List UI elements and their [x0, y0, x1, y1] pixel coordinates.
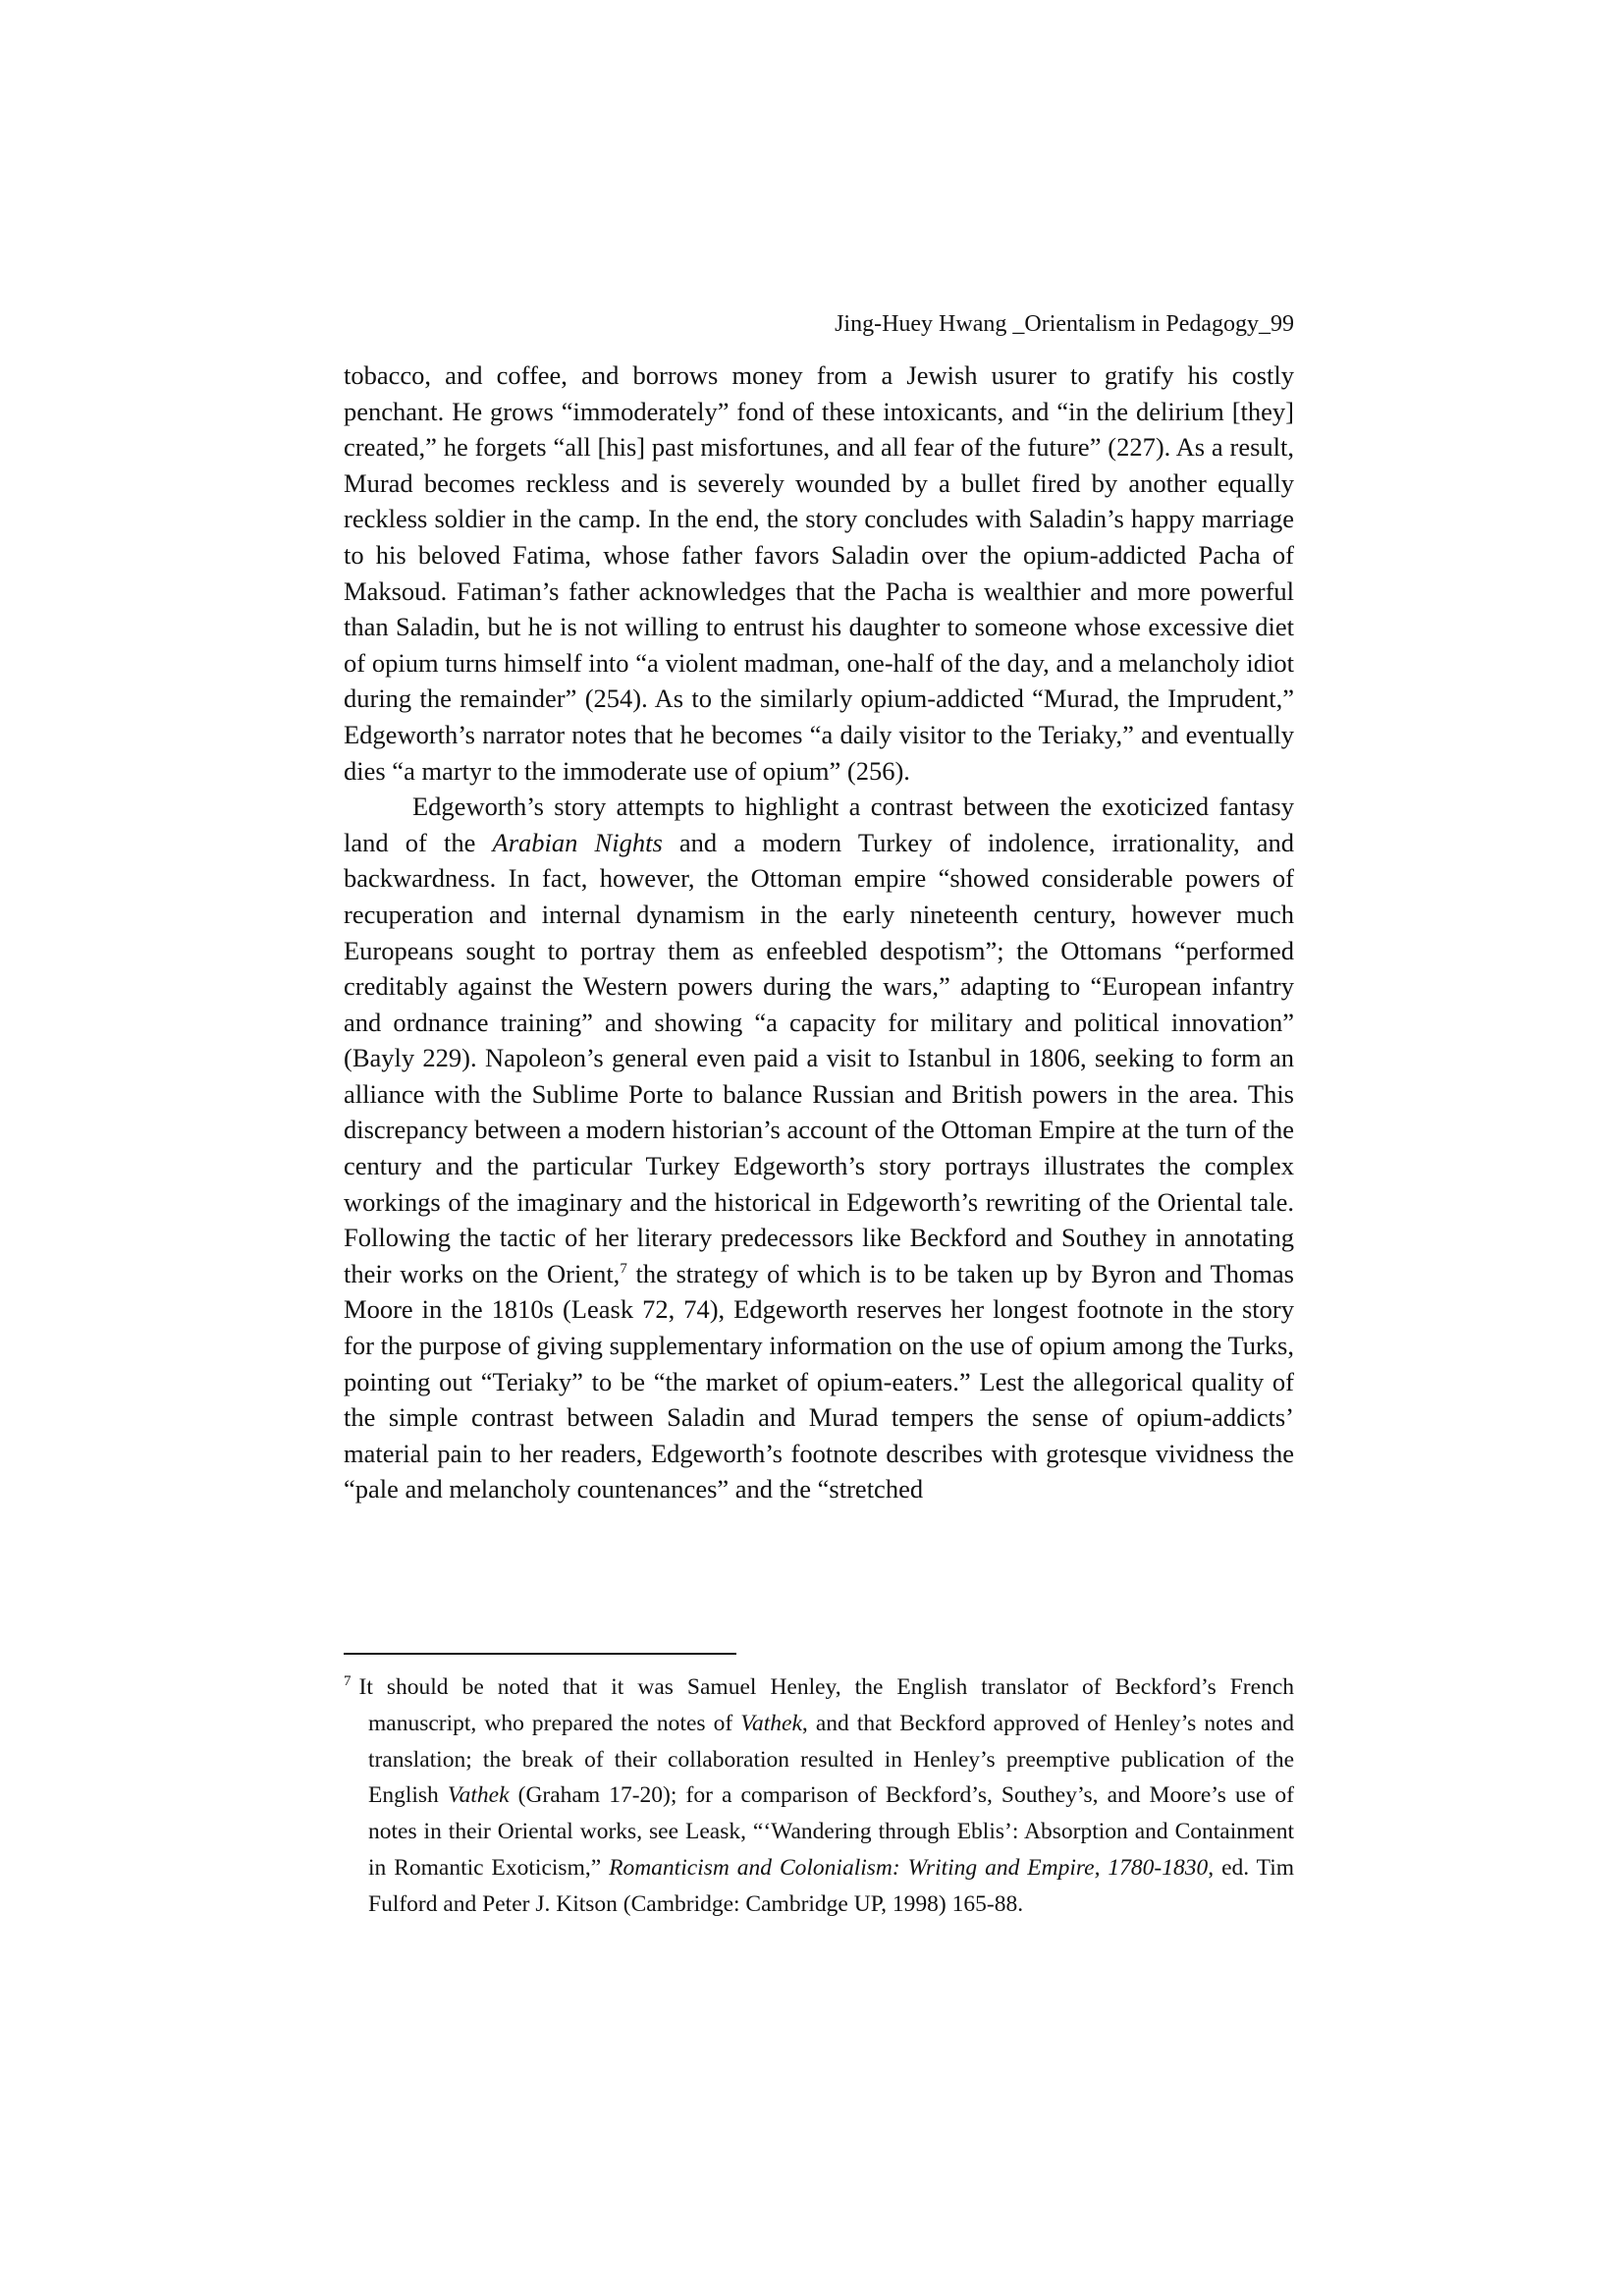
footnote-number: 7 — [344, 1673, 352, 1690]
footnote-italic-vathek-2: Vathek — [447, 1782, 510, 1809]
footnote-separator — [344, 1653, 736, 1655]
footnote-text-2: , and that Beckford approved of Henley’s notes and translation; the break of their collaboration resulted in Henley’s preemptive publication of the English — [368, 1710, 1294, 1809]
footnote-7 — [344, 1669, 1294, 1923]
footnote-reference[interactable]: 7 — [620, 1261, 627, 1278]
footnote-italic-book-title: Romanticism and Colonialism: Writing and Empire, 1780-1830 — [609, 1854, 1209, 1881]
paragraph-2-text-a: Edgeworth’s story attempts to highlight a contrast between the exoticized fantasy land of the — [344, 792, 1294, 857]
footnote-text-4: , ed. Tim Fulford and Peter J. Kitson (Cambridge: Cambridge UP, 1998) 165-88. — [368, 1854, 1295, 1917]
paragraph-2-text-c: the strategy of which is to be taken up by Byron and Thomas Moore in the 1810s (Leask 72, 74), Edgeworth reserves her longest footnote in the story for the purpose of giving supplementary information on the use of opium among the Turks, pointing out “Teriaky” to be “the market of opium-eaters.” Lest the allegorical quality of the simple contrast between Saladin and Murad tempers the sense of opium-addicts’ material pain to her readers, Edgeworth’s footnote describes with grotesque vividness the “pale and melancholy countenances” and the “stretched — [344, 1258, 1294, 1504]
footnote-text-3: (Graham 17-20); for a comparison of Beckford’s, Southey’s, and Moore’s use of notes in their Oriental works, see Leask, “‘Wandering through Eblis’: Absorption and Containment in Romantic Exoticism,” — [368, 1782, 1295, 1881]
paragraph-2-text-b: and a modern Turkey of indolence, irrationality, and backwardness. In fact, however, the Ottoman empire “showed considerable powers of recuperation and internal dynamism in the early nineteenth century, however much Europeans sought to portray them as enfeebled despotism”; the Ottomans “performed creditably against the Western powers during the wars,” adapting to “European infantry and ordnance training” and showing “a capacity for military and political innovation” (Bayly 229). Napoleon’s general even paid a visit to Istanbul in 1806, seeking to form an alliance with the Sublime Porte to balance Russian and British powers in the area. This discrepancy between a modern historian’s account of the Ottoman Empire at the turn of the century and the particular Turkey Edgeworth’s story portrays illustrates the complex workings of the imaginary and the historical in Edgeworth’s rewriting of the Oriental tale. Following the tactic of her literary predecessors like Beckford and Southey in annotating their works on the Orient, — [344, 827, 1295, 1288]
arabian-nights-title: Arabian Nights — [492, 827, 663, 857]
body-text — [344, 357, 1294, 1507]
running-header: Jing-Huey Hwang _Orientalism in Pedagogy_99 — [835, 311, 1294, 337]
paragraph-1: tobacco, and coffee, and borrows money from a Jewish usurer to gratify his costly penchant. He grows “immoderately” fond of these intoxicants, and “in the delirium [they] created,” he forgets “all [his] past misfortunes, and all fear of the future” (227). As a result, Murad becomes reckless and is severely wounded by a bullet fired by another equally reckless soldier in the camp. In the end, the story concludes with Saladin’s happy marriage to his beloved Fatima, whose father favors Saladin over the opium-addicted Pacha of Maksoud. Fatiman’s father acknowledges that the Pacha is wealthier and more powerful than Saladin, but he is not willing to entrust his daughter to someone whose excessive diet of opium turns himself into “a violent madman, one-half of the day, and a melancholy idiot during the remainder” (254). As to the similarly opium-addicted “Murad, the Imprudent,” Edgeworth’s narrator notes that he becomes “a daily visitor to the Teriaky,” and eventually dies “a martyr to the immoderate use of opium” (256). — [344, 360, 1294, 786]
footnote-italic-vathek-1: Vathek — [740, 1710, 802, 1736]
footnote-text-1: It should be noted that it was Samuel Henley, the English translator of Beckford’s French manuscript, who prepared the notes of — [358, 1674, 1294, 1736]
paragraph-2 — [344, 789, 1294, 1507]
